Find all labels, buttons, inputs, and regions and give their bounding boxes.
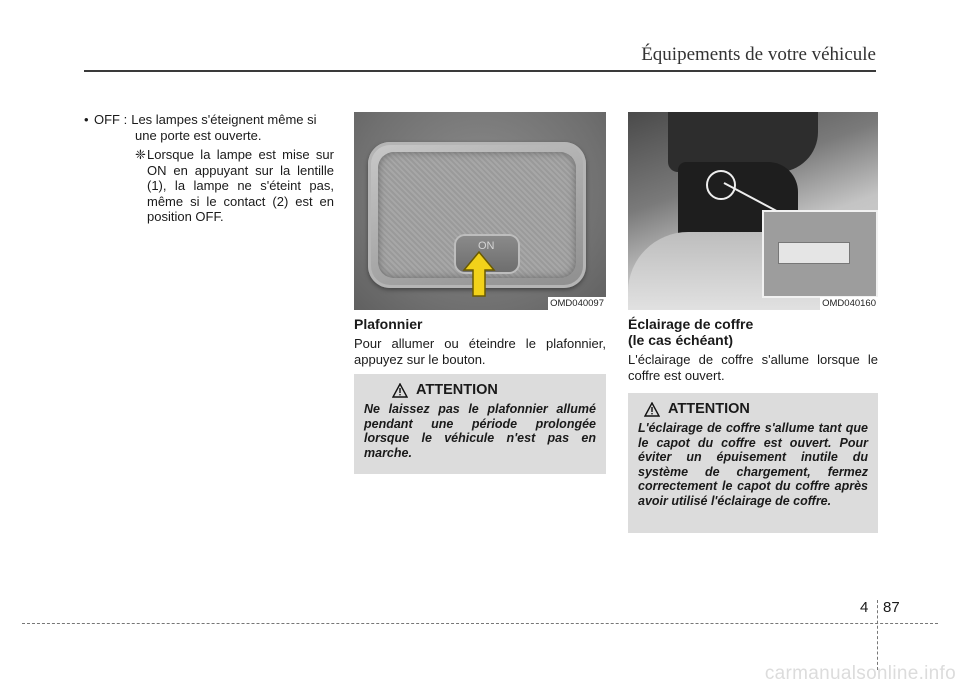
- plafonnier-text: [354, 336, 606, 367]
- plafonnier-heading: Plafonnier: [354, 316, 423, 332]
- page-header-title: Équipements de votre véhicule: [641, 44, 876, 65]
- note-symbol: ❈: [135, 147, 146, 162]
- chapter-number: 4: [860, 599, 869, 616]
- off-bullet-row: [84, 112, 334, 128]
- warning-box-coffre: [628, 393, 878, 533]
- note-block: [84, 147, 334, 225]
- warning-title: ATTENTION: [416, 382, 498, 398]
- page-number: 87: [883, 599, 900, 616]
- off-label: OFF :: [94, 112, 128, 127]
- figure-trunk-lamp: [628, 112, 878, 310]
- footer-rule: [22, 623, 938, 624]
- lamp-button-text: ON: [478, 240, 495, 252]
- arrow-up-icon: [462, 250, 496, 298]
- note-text: Lorsque la lampe est mise sur ON en appuyant sur la lentille (1), la lampe ne s'éteint pas, même si le contact (2) est en position OFF.: [147, 147, 334, 224]
- warning-text: L'éclairage de coffre s'allume tant que le capot du coffre est ouvert. Pour éviter un épuisement inutile du système de chargement, fermez correctement le capot du coffre après avoir utilisé l'éclairage de coffre.: [638, 421, 868, 508]
- watermark: carmanualsonline.info: [764, 663, 956, 684]
- warning-header: [638, 401, 868, 417]
- footer-separator: [877, 600, 878, 670]
- warning-header: [364, 382, 596, 398]
- coffre-paragraph: L'éclairage de coffre s'allume lorsque le coffre est ouvert.: [628, 352, 878, 383]
- coffre-heading-line-1: Éclairage de coffre: [628, 316, 754, 332]
- warning-box-plafonnier: [354, 374, 606, 474]
- header-rule: [84, 70, 876, 72]
- warning-triangle-icon: [392, 383, 408, 398]
- figure-overhead-lamp: [354, 112, 606, 310]
- coffre-heading-line-2: (le cas échéant): [628, 332, 734, 348]
- off-text-line-1: Les lampes s'éteignent même si: [131, 112, 317, 127]
- warning-triangle-icon: [644, 402, 660, 417]
- coffre-text: [628, 352, 878, 383]
- figure2-label: OMD040160: [822, 298, 876, 309]
- plafonnier-paragraph: Pour allumer ou éteindre le plafonnier, appuyez sur le bouton.: [354, 336, 606, 367]
- lamp-detail-inset: [762, 210, 878, 298]
- warning-text: Ne laissez pas le plafonnier allumé pendant une période prolongée lorsque le véhicule n'est pas en marche.: [364, 402, 596, 460]
- off-text-line-2: une porte est ouverte.: [135, 127, 262, 143]
- figure1-label: OMD040097: [550, 298, 604, 309]
- bullet-symbol: •: [84, 112, 89, 127]
- off-description: [84, 112, 334, 225]
- inset-lamp: [778, 242, 850, 264]
- warning-title: ATTENTION: [668, 401, 750, 417]
- coffre-heading: [628, 316, 753, 348]
